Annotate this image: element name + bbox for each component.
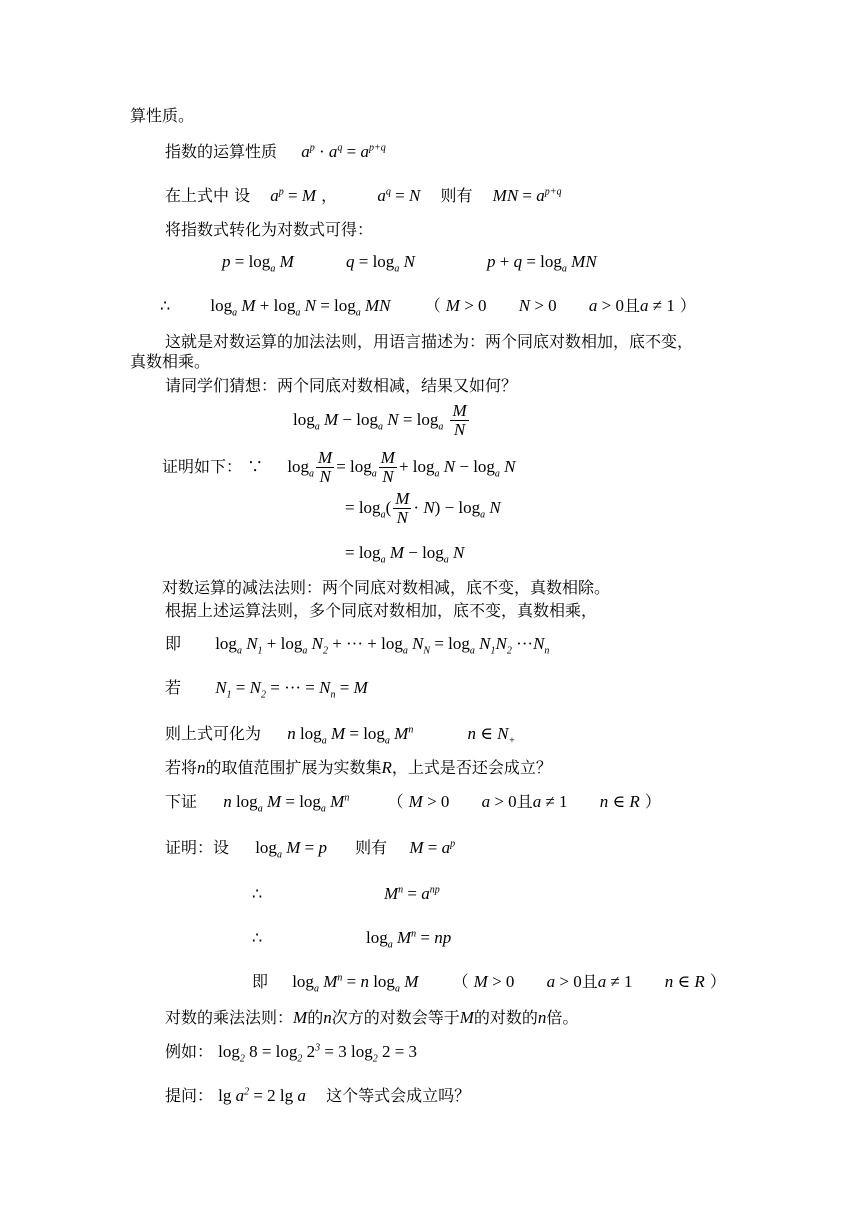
formula-line: 下证 n $\log_a M = \log_a M^n$ （ M > 0 a > 0且a ≠ 1 n ∈ R ） — [165, 792, 661, 815]
text-line — [165, 186, 562, 206]
formula-line: 若 $N_1 = N_2$ = ··· = $N_n = M$ — [165, 678, 368, 701]
formula: $a^p = M$ — [270, 186, 317, 205]
formula-line: $M^n = a^{np}$ — [384, 884, 440, 903]
text-line: 对数的乘法法则：M的n次方的对数会等于M的对数的n倍。 — [165, 1008, 579, 1027]
text-line: 若将n的取值范围扩展为实数集R，上式是否还会成立？ — [165, 758, 552, 777]
text-span: 次方的对数会等于 — [331, 1008, 460, 1027]
text-span: ， — [321, 186, 338, 205]
formula-line: 提问： $\lg a^2 = 2$ lg a 这个等式会成立吗？ — [165, 1086, 471, 1105]
text-span: 对数的乘法法则： — [165, 1008, 294, 1027]
text-span: 即 — [252, 972, 269, 991]
text-span: 则有 — [440, 186, 473, 205]
text-span: 若将 — [165, 758, 198, 777]
text-span: 且 — [623, 296, 640, 315]
text-span: 倍。 — [546, 1008, 579, 1027]
therefore-symbol: ∴ — [252, 884, 263, 903]
text-line: 对数运算的减法法则：两个同底对数相减，底不变，真数相除。 — [162, 578, 611, 597]
text-span: 且 — [581, 972, 598, 991]
formula-line: 例如： $\log_2 8 = \log_2 2^3 = 3$ $\log_2 2 = 3$ — [165, 1042, 418, 1065]
formula-line: $\log_a M - \log_a N = \log_a$ $\frac{M}{N}$ — [293, 401, 467, 439]
text-line — [165, 142, 386, 162]
because-symbol: ∵ — [247, 457, 264, 476]
text-span: （ — [452, 972, 469, 991]
text-line: 算性质。 — [130, 106, 195, 125]
text-line: 证明如下： ∵ $\log_a$ $\frac{M}{N}$ = $\log_a$ $\frac{M}{N}$ + $\log_a N - \log_a N$ — [162, 448, 516, 486]
text-line: 这就是对数运算的加法法则，用语言描述为：两个同底对数相加，底不变， — [165, 332, 694, 351]
therefore-symbol: ∴ — [160, 296, 171, 315]
formula: $a^q = N$ — [377, 186, 421, 205]
text-span: 的对数的 — [473, 1008, 538, 1027]
text-span: 提问： — [165, 1086, 214, 1105]
text-line: 将指数式转化为对数式可得： — [165, 220, 374, 239]
formula-line: 则上式可化为 n $\log_a M = \log_a M^n$ n ∈ $N_+$ — [165, 724, 516, 747]
text-line: 请同学们猜想：两个同底对数相减，结果又如何？ — [165, 376, 518, 395]
formula-line: 即 $\log_a N_1 + \log_a N_2$ + ··· + $\log_a N_N = \log_a N_1N_2 \cdot\cdot\cdot N_n$ — [165, 634, 550, 657]
formula-line: 即 $\log_a M^n = n$ $\log_a M$ （ M > 0 a > 0且a ≠ 1 n ∈ R ） — [252, 972, 726, 995]
formula-line: $q = \log_a N$ — [346, 252, 415, 275]
formula-line — [252, 884, 262, 904]
text-span: 且 — [516, 792, 533, 811]
text-span: （ — [387, 792, 404, 811]
text-span: 即 — [165, 634, 182, 653]
text-span: ） — [644, 792, 661, 811]
text-span: ） — [679, 296, 696, 315]
text-span: 证明如下： — [162, 457, 243, 476]
text-span: 若 — [165, 678, 182, 697]
text-span: 则上式可化为 — [165, 724, 262, 743]
text-line: 真数相乘。 — [130, 352, 211, 371]
text-span: 的 — [307, 1008, 324, 1027]
text-span: （ — [424, 296, 441, 315]
formula: $a^p \cdot a^q = a^{p+q}$ — [301, 142, 386, 161]
text-span: 指数的运算性质 — [165, 142, 278, 161]
text-span: 的取值范围扩展为实数集 — [205, 758, 382, 777]
formula-line: $p + q = \log_a$ MN — [487, 252, 597, 275]
formula-line: = $\log_a M - \log_a N$ — [345, 543, 465, 566]
formula-line — [252, 928, 262, 948]
formula-line: 证明：设 $\log_a M = p$ 则有 $M = a^p$ — [165, 838, 456, 861]
text-span: ） — [709, 972, 726, 991]
text-span: ，上式是否还会成立？ — [391, 758, 552, 777]
text-span: 则有 — [355, 838, 388, 857]
text-span: 在上式中 设 — [165, 186, 251, 205]
formula-line: = $\log_a$( $\frac{M}{N}$ · $N) - \log_a N$ — [345, 489, 501, 527]
text-line: 根据上述运算法则，多个同底对数相加，底不变，真数相乘， — [165, 601, 598, 620]
text-span: 这个等式会成立吗？ — [326, 1086, 471, 1105]
formula-line: $p = \log_a M$ — [222, 252, 294, 275]
formula-line: $\log_a M^n$ = np — [366, 928, 452, 951]
formula-line: ∴ $\log_a M + \log_a N = \log_a$ MN （ M > 0 N > 0 a > 0且a ≠ 1 ） — [160, 296, 696, 319]
text-span: 下证 — [165, 792, 198, 811]
formula: MN = $a^{p+q}$ — [492, 186, 562, 205]
text-span: 证明：设 — [165, 838, 230, 857]
therefore-symbol: ∴ — [252, 928, 263, 947]
text-span: 例如： — [165, 1042, 214, 1061]
